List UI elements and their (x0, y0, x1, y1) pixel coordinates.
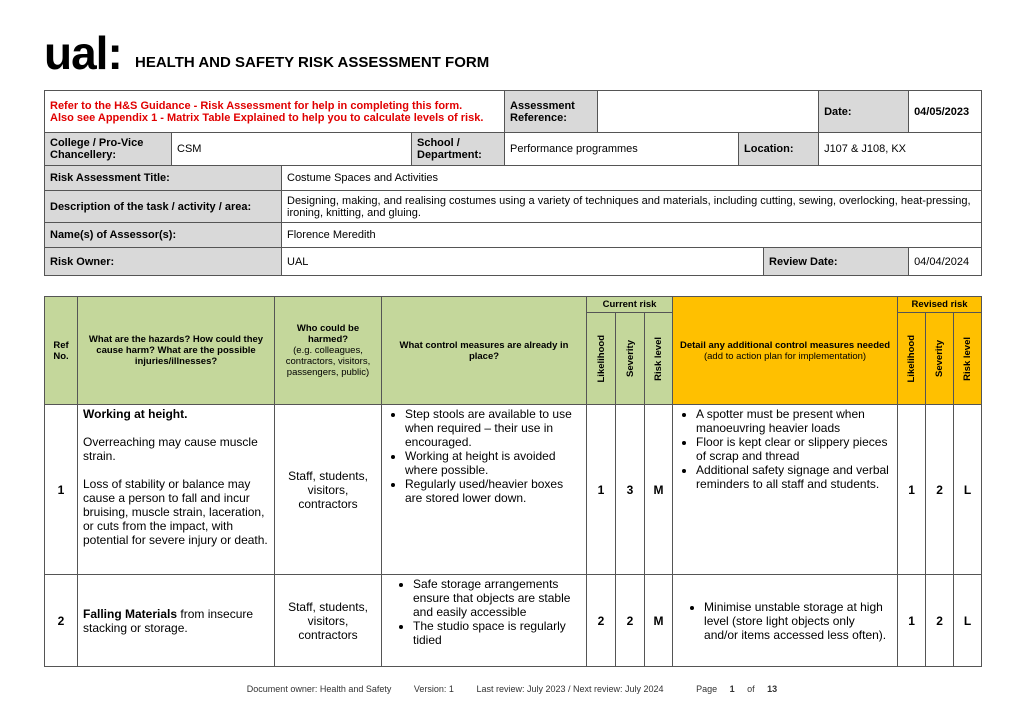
hazard-cell: Falling Materials from insecure stacking or storage. (78, 575, 275, 667)
assessment-ref-value (598, 91, 819, 133)
ual-logo: ual: (44, 27, 122, 79)
controls-cell (382, 575, 587, 667)
cur-likelihood: 1 (587, 405, 616, 575)
ra-title-label: Risk Assessment Title: (45, 166, 282, 191)
rev-risk-level-header: Risk level (954, 313, 982, 405)
table-row (45, 405, 982, 575)
list-item: • Floor is kept clear or slippery pieces of scrap and thread (696, 435, 892, 463)
list-item: • Additional safety signage and verbal reminders to all staff and students. (696, 463, 892, 491)
col-ref-header: Ref No. (45, 297, 78, 405)
location-value: J107 & J108, KX (819, 133, 982, 166)
rev-likelihood: 1 (898, 575, 926, 667)
cur-risk-level: M (645, 405, 673, 575)
revised-risk-header: Revised risk (898, 297, 982, 313)
rev-likelihood: 1 (898, 405, 926, 575)
col-hazards-header: What are the hazards? How could they cause harm? What are the possible injuries/illnesses? (78, 297, 275, 405)
col-additional-header: Detail any additional control measures needed (add to action plan for implementation) (673, 297, 898, 405)
controls-cell (382, 405, 587, 575)
list-item: • Minimise unstable storage at high level (store light objects only and/or items accessed less often). (704, 600, 892, 642)
risk-table (44, 296, 982, 667)
cur-severity-header: Severity (616, 313, 645, 405)
footer-version: Version: 1 (413, 684, 454, 694)
guidance-note: Refer to the H&S Guidance - Risk Assessment for help in completing this form. Also see Appendix 1 - Matrix Table Explained to help you to calculate levels of risk. (45, 91, 505, 133)
list-item: • Regularly used/heavier boxes are stored lower down. (405, 477, 581, 505)
cur-risk-level-header: Risk level (645, 313, 673, 405)
additional-cell (673, 405, 898, 575)
school-value: Performance programmes (505, 133, 739, 166)
rev-risk-level: L (954, 405, 982, 575)
risk-owner-label: Risk Owner: (45, 248, 282, 276)
list-item: • Safe storage arrangements ensure that objects are stable and easily accessible (413, 577, 581, 619)
location-label: Location: (739, 133, 819, 166)
table-row (45, 575, 982, 667)
assessment-ref-label: Assessment Reference: (505, 91, 598, 133)
rev-risk-level: L (954, 575, 982, 667)
school-label: School / Department: (412, 133, 505, 166)
assessor-label: Name(s) of Assessor(s): (45, 223, 282, 248)
footer-page: Page 1 of 13 (696, 684, 778, 694)
review-date-value: 04/04/2024 (909, 248, 982, 276)
rev-likelihood-header: Likelihood (898, 313, 926, 405)
col-controls-header: What control measures are already in place? (382, 297, 587, 405)
ref-cell: 2 (45, 575, 78, 667)
cur-risk-level: M (645, 575, 673, 667)
cur-severity: 3 (616, 405, 645, 575)
college-value: CSM (172, 133, 412, 166)
who-cell: Staff, students, visitors, contractors (275, 405, 382, 575)
list-item: • Working at height is avoided where possible. (405, 449, 581, 477)
ref-cell: 1 (45, 405, 78, 575)
hazard-cell: Working at height. Overreaching may cause muscle strain. Loss of stability or balance may cause a person to fall and incur bruising, muscle strain, laceration, or cuts from the impact, with potential for severe injury or death. (78, 405, 275, 575)
risk-owner-value: UAL (282, 248, 764, 276)
page-footer (0, 684, 1024, 694)
description-label: Description of the task / activity / area: (45, 191, 282, 223)
description-value: Designing, making, and realising costumes using a variety of techniques and materials, including cutting, sewing, overlocking, heat-pressing, ironing, knitting, and gluing. (282, 191, 982, 223)
review-date-label: Review Date: (764, 248, 909, 276)
footer-review: Last review: July 2023 / Next review: July 2024 (476, 684, 664, 694)
col-who-header: Who could be harmed? (e.g. colleagues, contractors, visitors, passengers, public) (275, 297, 382, 405)
cur-severity: 2 (616, 575, 645, 667)
date-label: Date: (819, 91, 909, 133)
ra-title-value: Costume Spaces and Activities (282, 166, 982, 191)
list-item: • Step stools are available to use when required – their use in encouraged. (405, 407, 581, 449)
date-value: 04/05/2023 (909, 91, 982, 133)
additional-cell (673, 575, 898, 667)
page-title: HEALTH AND SAFETY RISK ASSESSMENT FORM (135, 54, 490, 71)
rev-severity: 2 (926, 405, 954, 575)
college-label: College / Pro-Vice Chancellery: (45, 133, 172, 166)
cur-likelihood-header: Likelihood (587, 313, 616, 405)
list-item: • The studio space is regularly tidied (413, 619, 581, 647)
cur-likelihood: 2 (587, 575, 616, 667)
list-item: • A spotter must be present when manoeuvring heavier loads (696, 407, 892, 435)
footer-owner: Document owner: Health and Safety (246, 684, 392, 694)
rev-severity: 2 (926, 575, 954, 667)
rev-severity-header: Severity (926, 313, 954, 405)
assessor-value: Florence Meredith (282, 223, 982, 248)
header-table (44, 90, 982, 276)
who-cell: Staff, students, visitors, contractors (275, 575, 382, 667)
current-risk-header: Current risk (587, 297, 673, 313)
